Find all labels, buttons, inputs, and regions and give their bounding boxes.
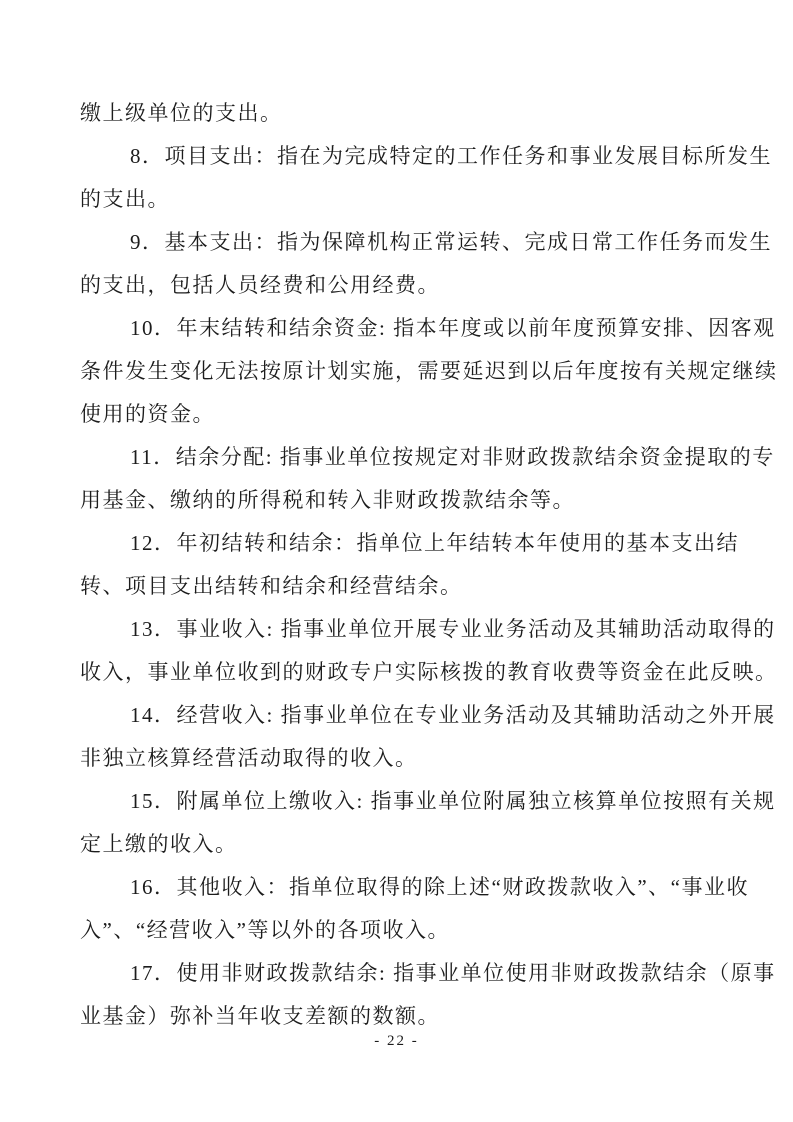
body-paragraph: 9．基本支出：指为保障机构正常运转、完成日常工作任务而发生的支出，包括人员经费和公用经费。 <box>80 230 772 297</box>
page-body-text <box>80 92 780 1038</box>
body-paragraph: 12．年初结转和结余：指单位上年结转本年使用的基本支出结转、项目支出结转和结余和经营结余。 <box>80 531 739 598</box>
body-paragraph: 11．结余分配: 指事业单位按规定对非财政拨款结余资金提取的专用基金、缴纳的所得税和转入非财政拨款结余等。 <box>80 445 775 512</box>
body-paragraph: 10．年末结转和结余资金: 指本年度或以前年度预算安排、因客观条件发生变化无法按原计划实施，需要延迟到以后年度按有关规定继续使用的资金。 <box>80 316 778 426</box>
body-paragraph: 缴上级单位的支出。 <box>80 101 283 125</box>
body-paragraph: 16．其他收入：指单位取得的除上述“财政拨款收入”、“事业收入”、“经营收入”等以外的各项收入。 <box>80 875 749 942</box>
body-paragraph: 8．项目支出：指在为完成特定的工作任务和事业发展目标所发生的支出。 <box>80 144 772 211</box>
page-number: - 22 - <box>374 1033 419 1049</box>
body-paragraph: 15．附属单位上缴收入: 指事业单位附属独立核算单位按照有关规定上缴的收入。 <box>80 789 776 856</box>
body-paragraph: 17．使用非财政拨款结余: 指事业单位使用非财政拨款结余（原事业基金）弥补当年收支差额的数额。 <box>80 961 776 1028</box>
body-paragraph: 13．事业收入: 指事业单位开展专业业务活动及其辅助活动取得的收入，事业单位收到的财政专户实际核拨的教育收费等资金在此反映。 <box>80 617 778 684</box>
body-paragraph: 14．经营收入: 指事业单位在专业业务活动及其辅助活动之外开展非独立核算经营活动取得的收入。 <box>80 703 776 770</box>
